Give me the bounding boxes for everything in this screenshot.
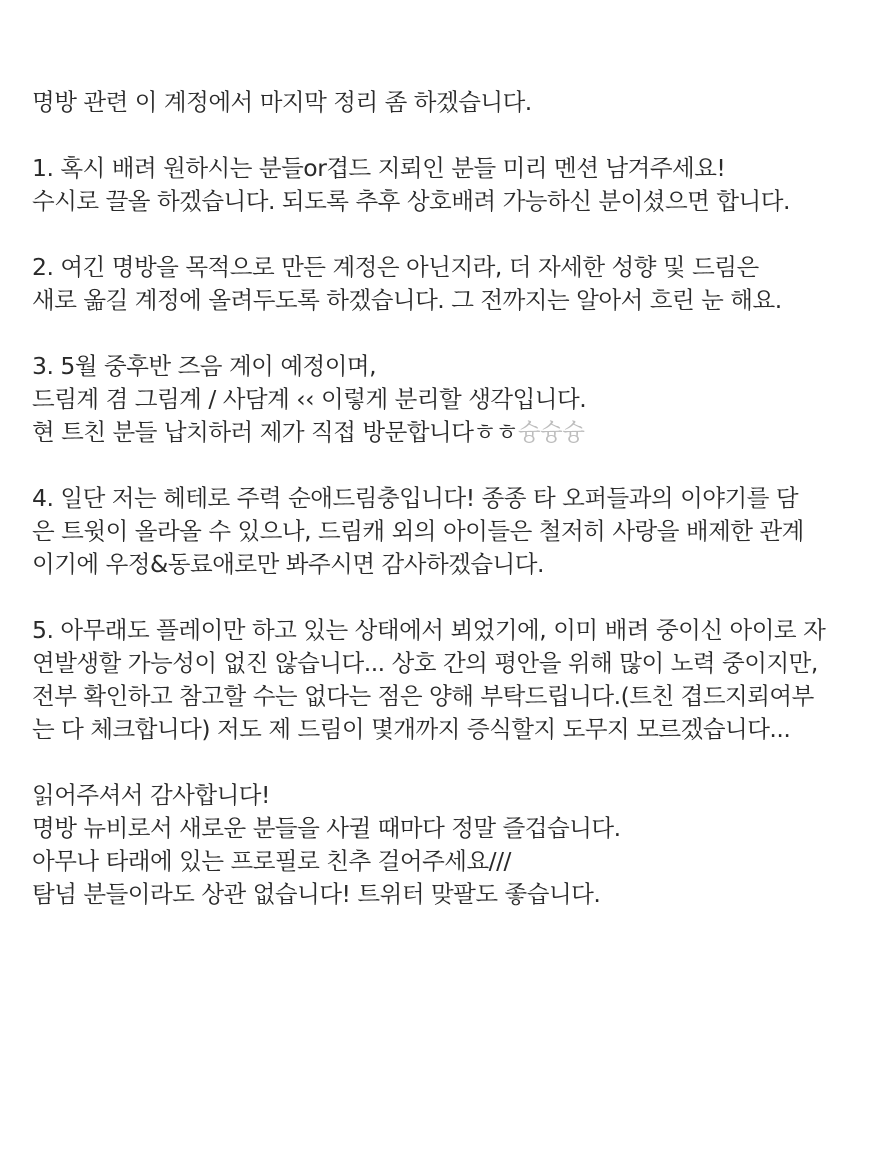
intro-line: 명방 관련 이 계정에서 마지막 정리 좀 하겠습니다. [32,88,532,116]
item-3-line-2: 드림계 겸 그림계 / 사담계 ‹‹ 이렇게 분리할 생각입니다. [32,385,587,413]
item-2-paragraph [32,251,877,317]
closing-line-1: 읽어주셔서 감사합니다! [32,781,270,809]
item-5-line-1: 5. 아무래도 플레이만 하고 있는 상태에서 뵈었기에, 이미 배려 중이신 아이로 자 [32,616,826,644]
item-3-line-1: 3. 5월 중후반 즈음 계이 예정이며, [32,352,377,380]
item-5-paragraph [32,614,877,746]
item-5-line-4: 는 다 체크합니다) 저도 제 드림이 몇개까지 증식할지 도무지 모르겠습니다... [32,715,791,743]
item-5-line-2: 연발생할 가능성이 없진 않습니다... 상호 간의 평안을 위해 많이 노력 중이지만, [32,649,818,677]
item-1-line-1: 1. 혹시 배려 원하시는 분들or겹드 지뢰인 분들 미리 멘션 남겨주세요! [32,154,726,182]
item-2-line-2: 새로 옮길 계정에 올려두도록 하겠습니다. 그 전까지는 알아서 흐린 눈 해요. [32,286,782,314]
item-4-line-2: 은 트윗이 올라올 수 있으나, 드림캐 외의 아이들은 철저히 사랑을 배제한 관계 [32,517,804,545]
item-4-paragraph [32,482,877,581]
intro-paragraph [32,86,877,119]
item-1-paragraph [32,152,877,218]
item-1-line-2: 수시로 끌올 하겠습니다. 되도록 추후 상호배려 가능하신 분이셨으면 합니다. [32,187,790,215]
closing-paragraph [32,779,877,911]
closing-line-4: 탐넘 분들이라도 상관 없습니다! 트위터 맞팔도 좋습니다. [32,880,601,908]
closing-line-3: 아무나 타래에 있는 프로필로 친추 걸어주세요/// [32,847,511,875]
item-4-line-1: 4. 일단 저는 헤테로 주력 순애드림충입니다! 종종 타 오퍼들과의 이야기를 담 [32,484,799,512]
item-2-line-1: 2. 여긴 명방을 목적으로 만든 계정은 아닌지라, 더 자세한 성향 및 드림은 [32,253,759,281]
item-5-line-3: 전부 확인하고 참고할 수는 없다는 점은 양해 부탁드립니다.(트친 겹드지뢰여부 [32,682,814,710]
item-3-line-3 [32,416,877,449]
notice-document [32,86,877,911]
item-3-line-3-faded: 슝슝슝 [517,418,585,446]
closing-line-2: 명방 뉴비로서 새로운 분들을 사귈 때마다 정말 즐겁습니다. [32,814,621,842]
item-3-paragraph [32,350,877,449]
item-4-line-3: 이기에 우정&동료애로만 봐주시면 감사하겠습니다. [32,550,544,578]
item-3-line-3-main: 현 트친 분들 납치하러 제가 직접 방문합니다ㅎㅎ [32,418,518,446]
